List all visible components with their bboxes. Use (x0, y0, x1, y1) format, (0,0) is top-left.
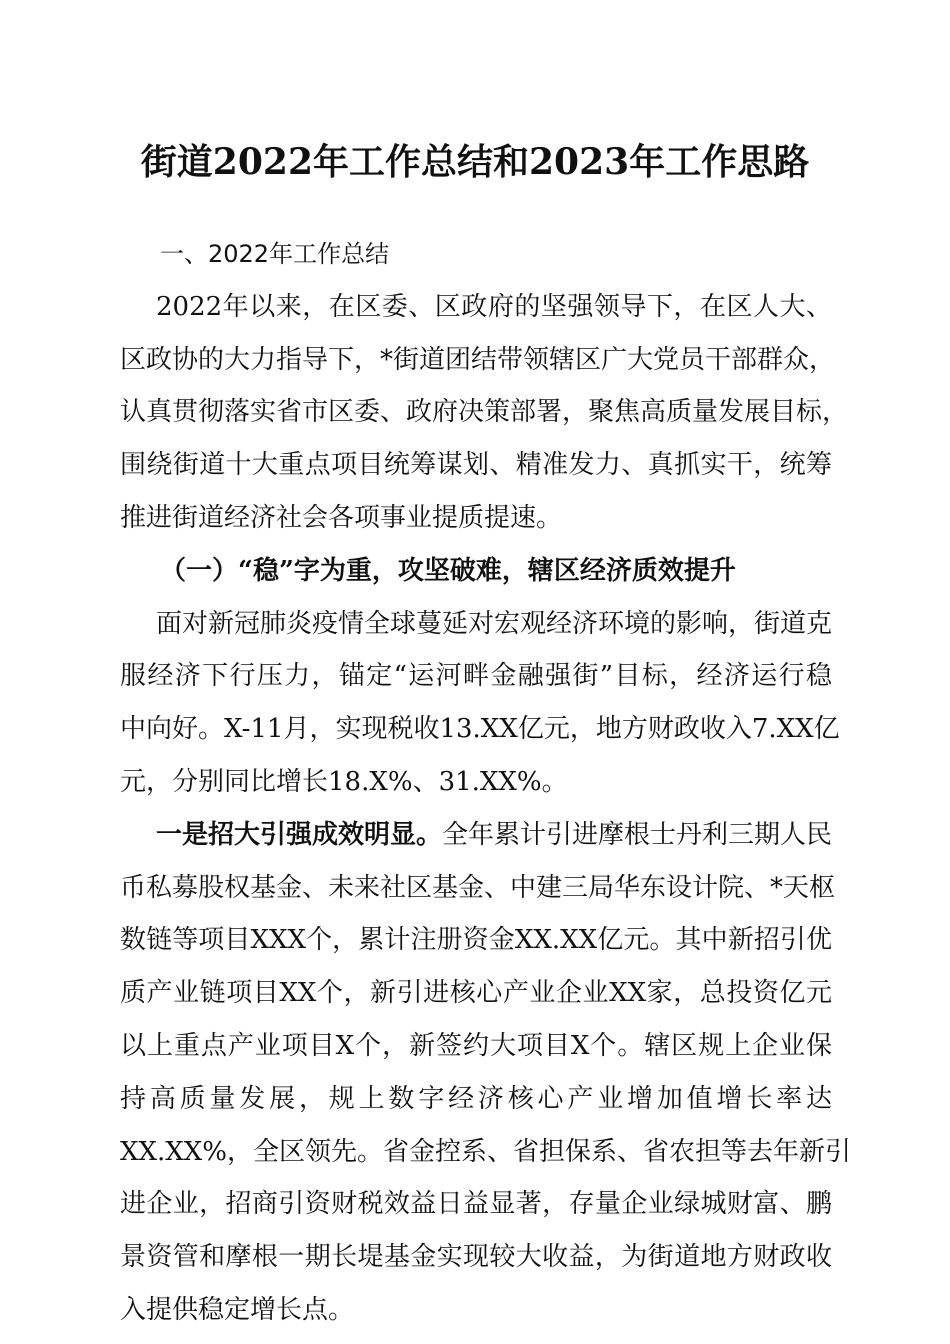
paragraph-line: 景资管和摩根一期长堤基金实现较大收益，为街道地方财政收 (120, 1242, 832, 1273)
paragraph-line: XX.XX%，全区领先。省金控系、省担保系、省农担等去年新引 (120, 1136, 852, 1167)
paragraph-text: 全年累计引进摩根士丹利三期人民 (442, 819, 833, 850)
paragraph-line (120, 809, 832, 862)
document-title: 街道2022年工作总结和2023年工作思路 (140, 141, 810, 183)
subsection-heading: （一）“稳”字为重，攻坚破难，辖区经济质效提升 (160, 555, 736, 586)
paragraph-line: 服经济下行压力，锚定“运河畔金融强街”目标，经济运行稳 (120, 661, 832, 692)
paragraph-line: 认真贯彻落实省市区委、政府决策部署，聚焦高质量发展目标， (120, 397, 849, 428)
paragraph-line: 面对新冠肺炎疫情全球蔓延对宏观经济环境的影响，街道克 (156, 608, 833, 639)
paragraph-line: 推进街道经济社会各项事业提质提速。 (120, 502, 563, 533)
paragraph-line: 区政协的大力指导下，*街道团结带领辖区广大党员干部群众， (120, 344, 836, 375)
paragraph-line: 质产业链项目XX个，新引进核心产业企业XX家，总投资亿元 (120, 978, 832, 1009)
section-heading: 一、2022年工作总结 (160, 240, 390, 268)
paragraph-line: 中向好。X-11月，实现税收13.XX亿元，地方财政收入7.XX亿 (120, 714, 840, 745)
paragraph-line: 以上重点产业项目X个，新签约大项目X个。辖区规上企业保 (120, 1030, 832, 1061)
paragraph-line: 2022年以来，在区委、区政府的坚强领导下，在区人大、 (156, 291, 832, 322)
paragraph-line: 持高质量发展，规上数字经济核心产业增加值增长率达 (120, 1083, 832, 1114)
paragraph-line: 数链等项目XXX个，累计注册资金XX.XX亿元。其中新招引优 (120, 925, 832, 956)
paragraph-line: 进企业，招商引资财税效益日益显著，存量企业绿城财富、鹏 (120, 1189, 832, 1220)
document-body (120, 228, 852, 1337)
paragraph-lead: 一是招大引强成效明显。 (156, 819, 443, 850)
paragraph-line: 元，分别同比增长18.X%、31.XX%。 (120, 766, 568, 797)
paragraph-line: 币私募股权基金、未来社区基金、中建三局华东设计院、*天枢 (120, 872, 836, 903)
paragraph-line: 围绕街道十大重点项目统筹谋划、精准发力、真抓实干，统筹 (120, 450, 832, 481)
paragraph-line: 入提供稳定增长点。 (120, 1294, 355, 1325)
